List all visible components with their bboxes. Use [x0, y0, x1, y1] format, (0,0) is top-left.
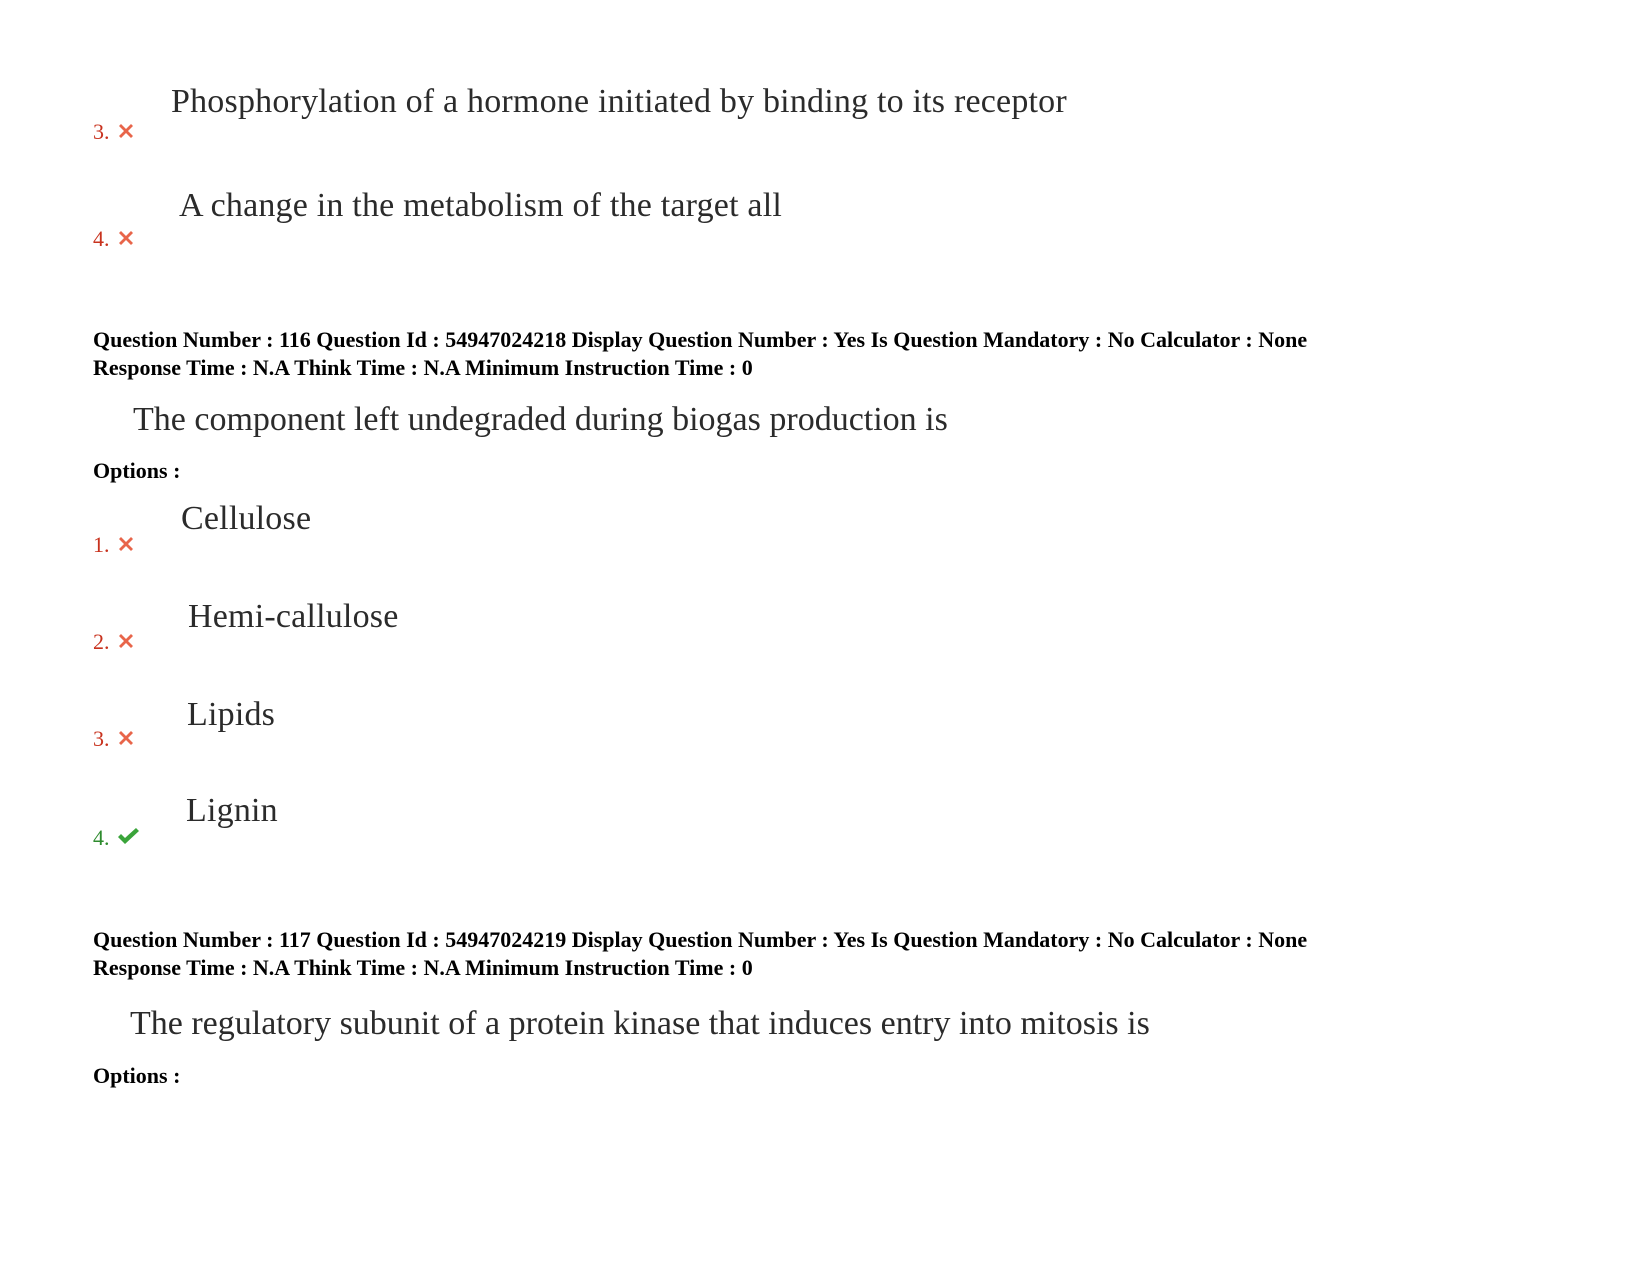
cross-icon: [116, 631, 136, 651]
option-text: Hemi-callulose: [188, 598, 399, 635]
question-meta-line2: Response Time : N.A Think Time : N.A Minimum Instruction Time : 0: [93, 355, 753, 380]
option-marker: [93, 228, 136, 250]
question-meta: [93, 926, 1563, 982]
option-marker: [93, 827, 140, 849]
option-text: Lipids: [187, 696, 276, 733]
cross-icon: [116, 534, 136, 554]
question-meta-line1: Question Number : 117 Question Id : 54947024219 Display Question Number : Yes Is Question Mandatory : No Calculator : None: [93, 927, 1308, 952]
question-text: The component left undegraded during biogas production is: [133, 401, 948, 438]
option-number: 1.: [93, 532, 110, 557]
cross-icon: [116, 728, 136, 748]
option-number: 4.: [93, 226, 110, 251]
option-number: 3.: [93, 119, 110, 144]
option-number: 2.: [93, 629, 110, 654]
cross-icon: [116, 228, 136, 248]
options-label: Options :: [93, 458, 181, 483]
option-marker: [93, 534, 136, 556]
question-meta-line1: Question Number : 116 Question Id : 54947024218 Display Question Number : Yes Is Question Mandatory : No Calculator : None: [93, 327, 1308, 352]
question-text: The regulatory subunit of a protein kinase that induces entry into mitosis is: [130, 1005, 1150, 1042]
check-icon: [116, 827, 140, 847]
option-marker: [93, 728, 136, 750]
options-label: Options :: [93, 1063, 181, 1088]
cross-icon: [116, 121, 136, 141]
option-number: 4.: [93, 825, 110, 850]
option-marker: [93, 631, 136, 653]
option-text: Cellulose: [181, 500, 312, 537]
option-marker: [93, 121, 136, 143]
question-meta: [93, 326, 1563, 382]
option-text: A change in the metabolism of the target all: [179, 187, 783, 224]
option-text: Phosphorylation of a hormone initiated by binding to its receptor: [171, 83, 1067, 120]
option-number: 3.: [93, 726, 110, 751]
question-meta-line2: Response Time : N.A Think Time : N.A Minimum Instruction Time : 0: [93, 955, 753, 980]
option-text: Lignin: [186, 792, 278, 829]
